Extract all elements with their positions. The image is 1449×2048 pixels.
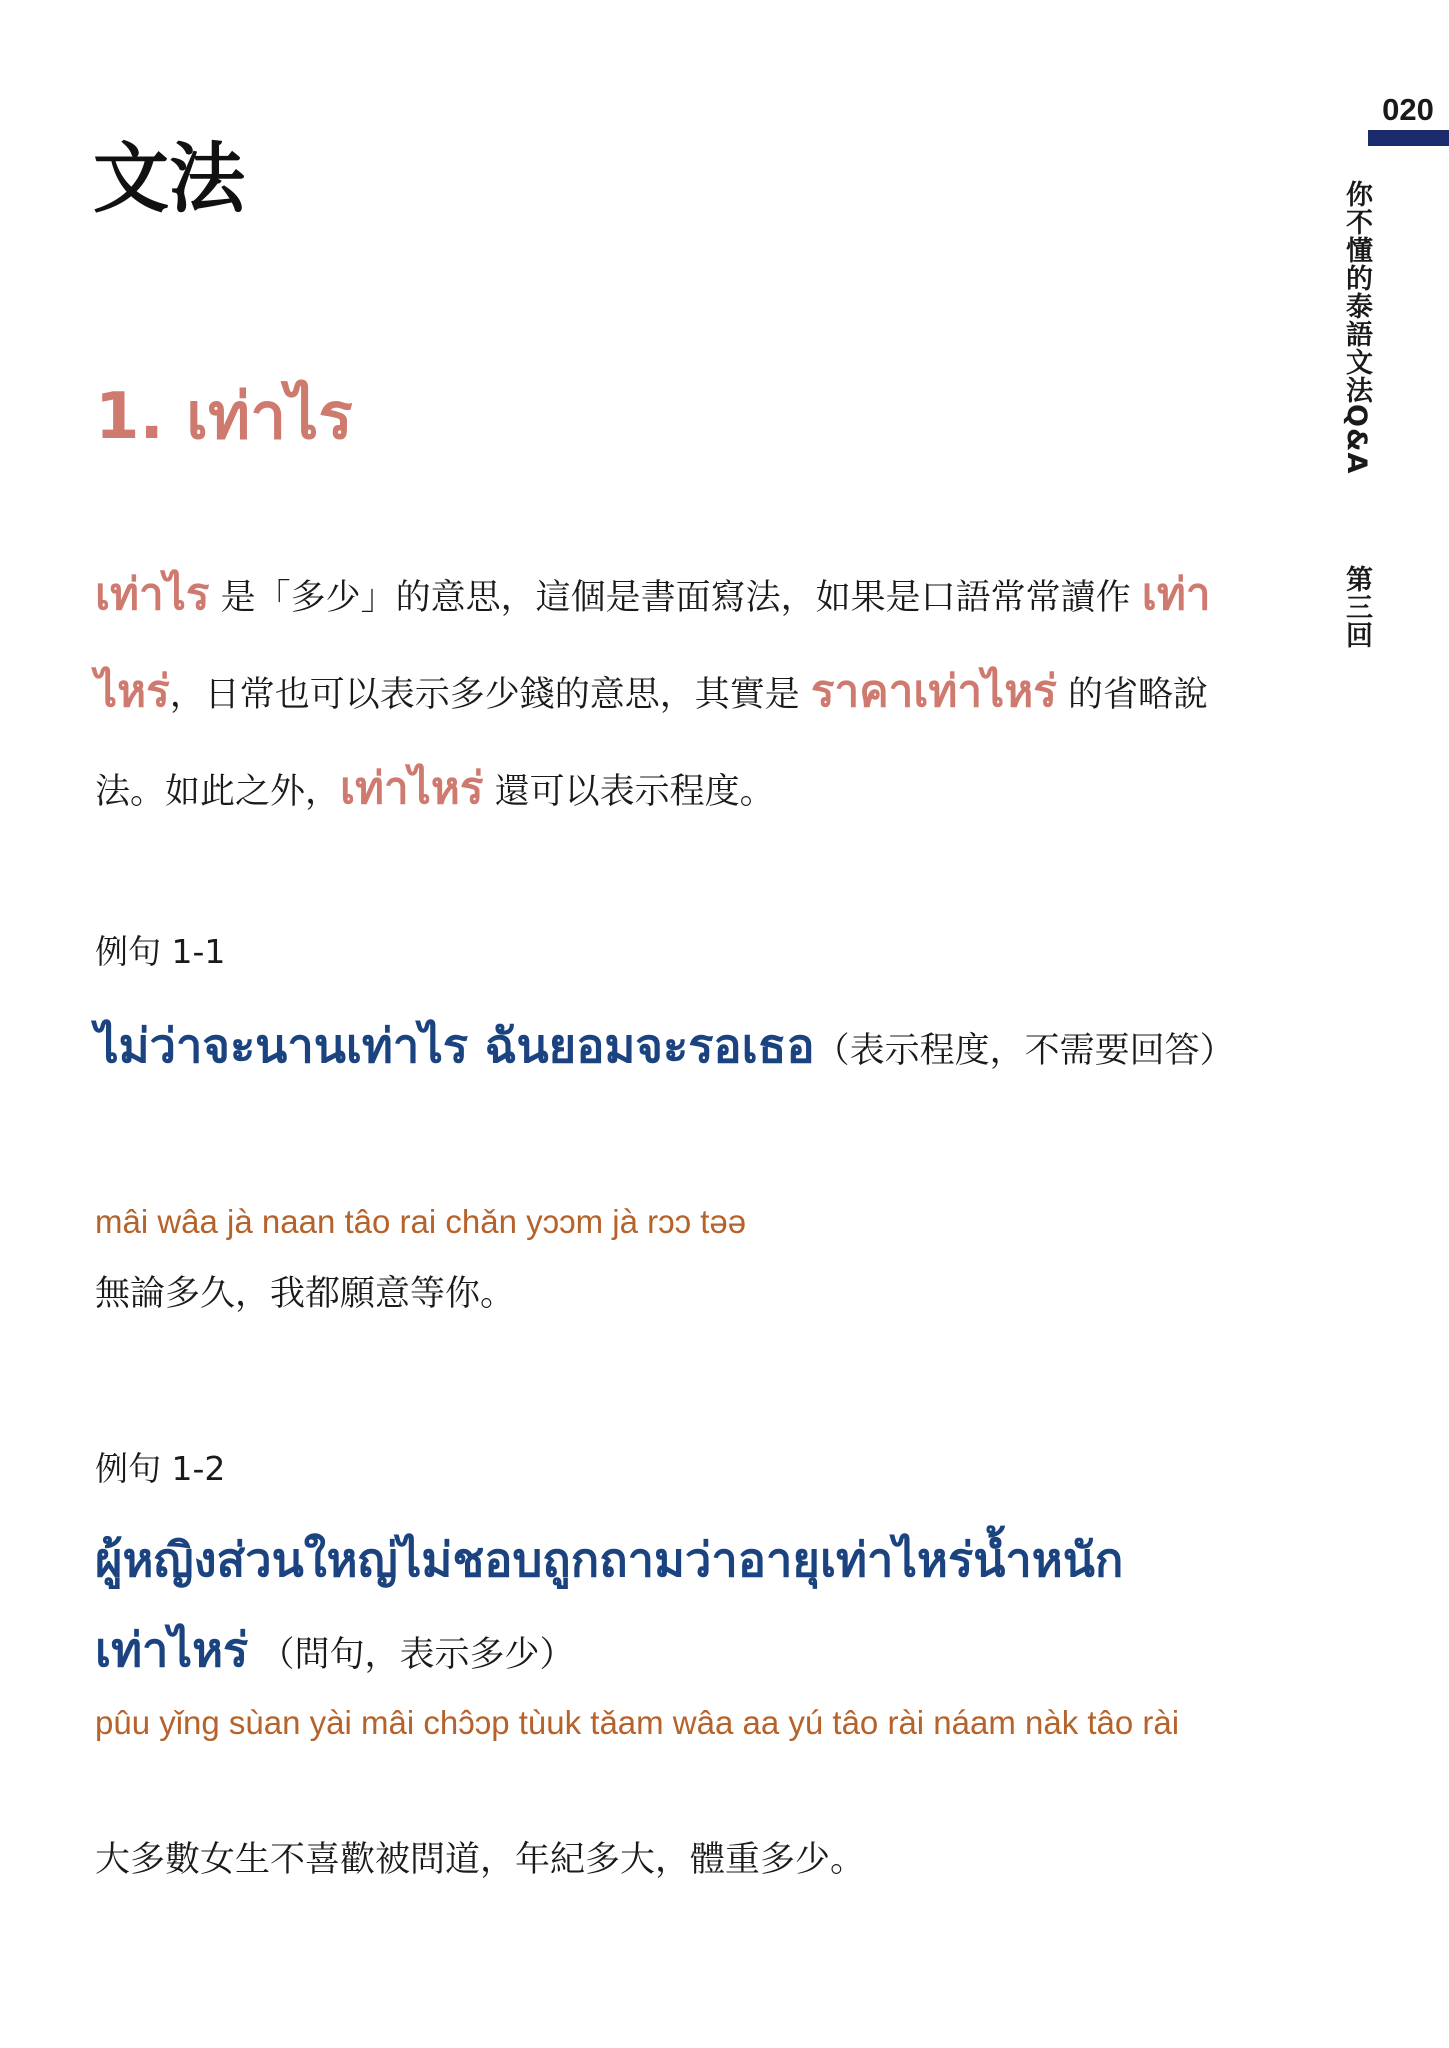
example-translation: 大多數女生不喜歡被問道，年紀多大，體重多少。 bbox=[95, 1840, 866, 1880]
intro-highlight-4: เท่าไหร่ bbox=[340, 763, 484, 814]
page-number-bar bbox=[1368, 130, 1449, 146]
intro-text-3: 的省略說法。如此之外， bbox=[95, 675, 1209, 812]
example-label: 例句 1-1 bbox=[95, 932, 226, 971]
book-title: 你不懂的泰語文法Q&A bbox=[1341, 180, 1372, 475]
intro-highlight-3: ราคาเท่าไหร่ bbox=[810, 666, 1057, 717]
example-translation: 無論多久，我都願意等你。 bbox=[95, 1274, 516, 1314]
intro-text-1: 是「多少」的意思，這個是書面寫法，如果是口語常常讀作 bbox=[209, 578, 1142, 618]
example-label: 例句 1-2 bbox=[95, 1449, 226, 1488]
example-sentence bbox=[95, 1000, 1255, 1098]
example-note: （表示程度，不需要回答） bbox=[814, 1031, 1235, 1071]
example-sentence bbox=[95, 1518, 1195, 1698]
example-note: （問句，表示多少） bbox=[259, 1635, 575, 1675]
chapter-label: 第三回 bbox=[1341, 565, 1372, 649]
example-thai: ไม่ว่าจะนานเท่าไร ฉันยอมจะรอเธอ bbox=[95, 1019, 815, 1074]
section-title: 1. เท่าไร bbox=[95, 380, 353, 454]
intro-highlight-1: เท่าไร bbox=[95, 569, 210, 620]
intro-paragraph bbox=[95, 548, 1255, 839]
intro-highlight-2: เท่าไหร่ bbox=[95, 569, 1211, 717]
intro-text-4: 還可以表示程度。 bbox=[483, 772, 775, 812]
page-heading: 文法 bbox=[93, 134, 245, 223]
example-romanization: pûu yǐng sùan yài mâi chɔ̂ɔp tùuk tǎam wâa aa yú tâo rài náam nàk tâo rài bbox=[95, 1704, 1180, 1741]
example-romanization: mâi wâa jà naan tâo rai chǎn yɔɔm jà rɔɔ təə bbox=[95, 1203, 747, 1240]
page-number: 020 bbox=[1382, 92, 1434, 127]
intro-text-2: ，日常也可以表示多少錢的意思，其實是 bbox=[169, 675, 811, 715]
example-thai: ผู้หญิงส่วนใหญ่ไม่ชอบถูกถามว่าอายุเท่าไหร่น้ำหนักเท่าไหร่ bbox=[95, 1533, 1124, 1678]
